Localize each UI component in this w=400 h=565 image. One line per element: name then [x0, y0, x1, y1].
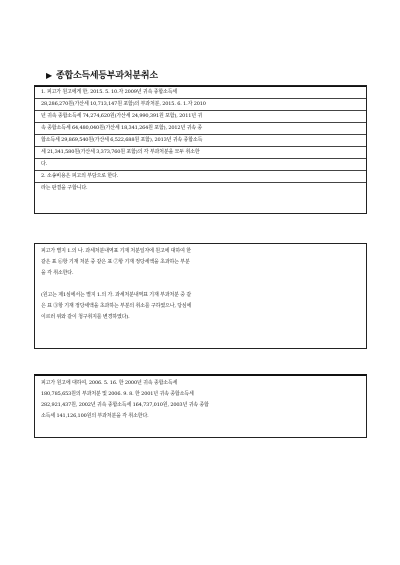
claim-line: 합소득세 29,869,540원(가산세 6,522,688원 포함), 2013년 귀속 종합소득	[35, 134, 366, 146]
claim-line: 년 귀속 종합소득세 74,274,620원(가산세 24,990,391원 포함), 2011년 귀	[35, 110, 366, 122]
claim-line: 28,286,270원(가산세 10,713,147원 포함)의 부과처분, 2015. 6. 1.자 2010	[35, 98, 366, 110]
paragraph-gap	[41, 279, 360, 290]
claim-line: 속 종합소득세 64,480,040원(가산세 18,341,264원 포함), 2012년 귀속 종	[35, 122, 366, 134]
triangle-marker-icon: ▶	[46, 70, 52, 80]
appeal-line: 피고가 별지 1.의 나. 과세처분내역표 기재 처분일자에 원고에 대하여 한	[41, 248, 191, 254]
claim-line: 세 21,341,580원(가산세 3,373,760원 포함)의 각 부과처분을 모두 취소한	[35, 146, 366, 158]
appeal-note-line: (원고는 제1심에서는 별지 1.의 가. 과세처분내역표 기재 부과처분 중 같	[41, 292, 192, 298]
earlier-claim-line: 소득세 141,126,100원의 부과처분을 각 취소한다.	[41, 413, 149, 419]
heading-title: 종합소득세등부과처분취소	[55, 71, 158, 81]
claim-line: 라는 판결을 구합니다.	[35, 182, 366, 194]
claim-box	[34, 85, 367, 214]
earlier-claim-line: 피고가 원고에 대하여, 2006. 5. 16. 한 2000년 귀속 종합소득세	[41, 380, 178, 386]
earlier-claim-line: 282,921,437원, 2002년 귀속 종합소득세 164,737,010원, 2003년 귀속 종합	[41, 402, 209, 408]
appeal-line: 같은 표 ⑥항 기재 처분 중 같은 표 ⑦항 기재 정당세액을 초과하는 부분	[41, 259, 190, 265]
earlier-claim-box	[34, 374, 367, 438]
appeal-note-line: 이르러 위와 같이 청구취지를 변경하였다).	[41, 314, 130, 320]
section-heading	[46, 68, 158, 81]
appeal-claim-box	[34, 243, 367, 349]
appeal-line: 을 각 취소한다.	[41, 270, 74, 276]
earlier-claim-line: 180,785,653원의 부과처분 및 2006. 9. 8. 한 2001년 귀속 종합소득세	[41, 391, 194, 397]
claim-line: 다.	[35, 158, 366, 170]
claim-line: 1. 피고가 원고에게 한, 2015. 5. 10.자 2009년 귀속 종합소득세	[35, 86, 366, 98]
claim-line: 2. 소송비용은 피고의 부담으로 한다.	[35, 170, 366, 182]
appeal-note-line: 은 표 ③항 기재 정당세액을 초과하는 부분의 취소를 구하였으나, 당심에	[41, 303, 192, 309]
